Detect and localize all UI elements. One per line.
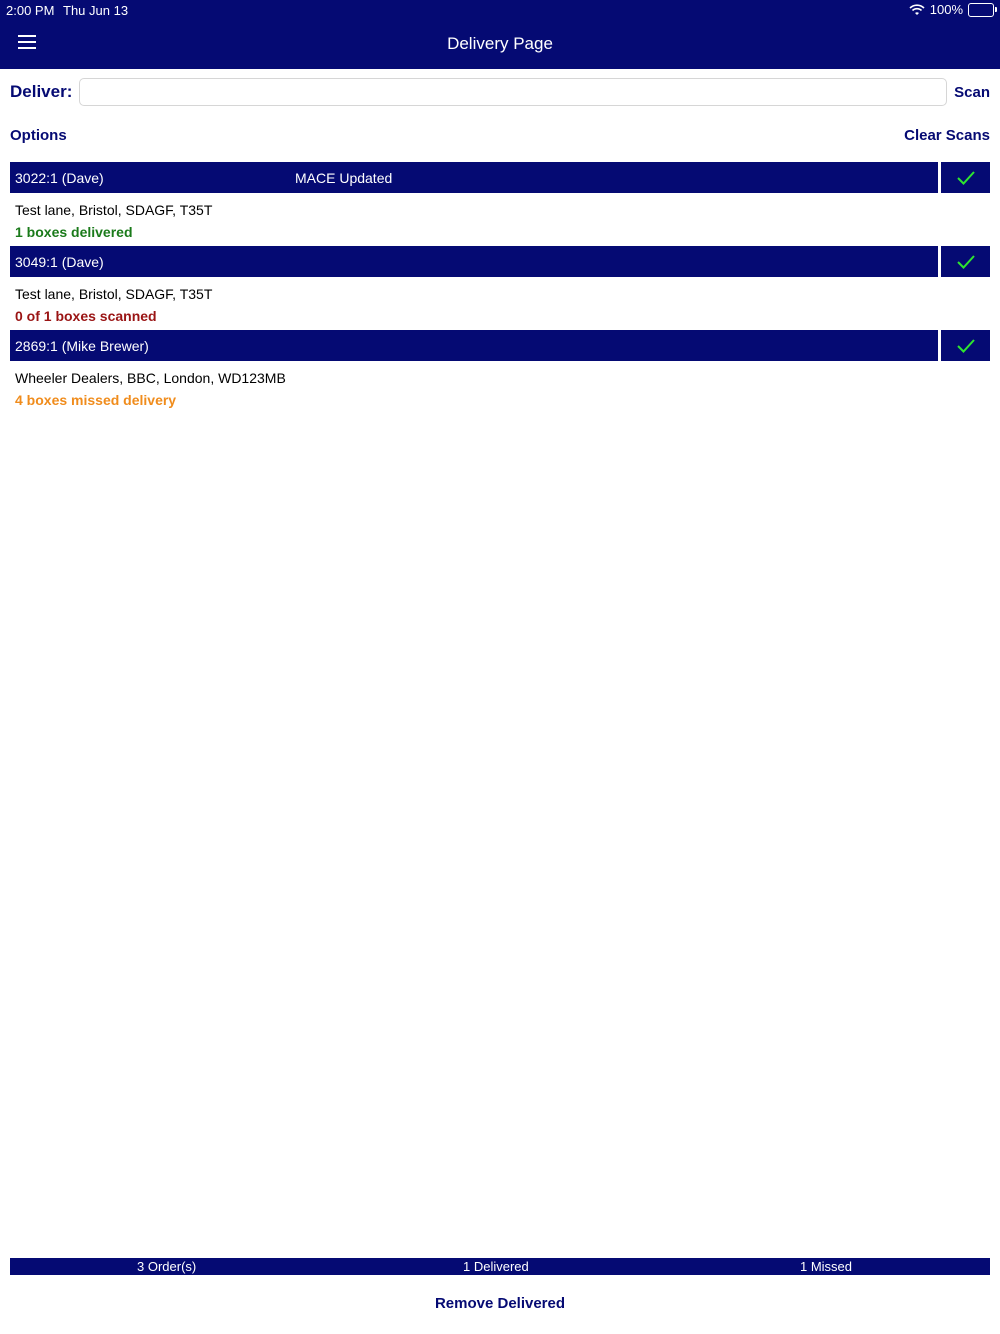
- order-header: [10, 162, 990, 193]
- order-header: [10, 330, 990, 361]
- order-box-count: 1 boxes delivered: [15, 224, 133, 240]
- order-address: Test lane, Bristol, SDAGF, T35T: [15, 286, 213, 302]
- checkmark-icon: [956, 254, 976, 270]
- options-button[interactable]: Options: [10, 127, 67, 144]
- status-right: [909, 2, 994, 17]
- status-bar: [0, 0, 1000, 20]
- checkmark-icon: [956, 338, 976, 354]
- status-date: Thu Jun 13: [63, 3, 129, 18]
- check-button[interactable]: [941, 330, 990, 361]
- wifi-icon: [909, 4, 925, 16]
- order-list: [10, 162, 990, 414]
- order-header-bar[interactable]: [10, 246, 938, 277]
- order-item: [10, 246, 990, 330]
- order-status: MACE Updated: [295, 170, 393, 186]
- order-header: [10, 246, 990, 277]
- order-address: Test lane, Bristol, SDAGF, T35T: [15, 202, 213, 218]
- check-button[interactable]: [941, 246, 990, 277]
- checkmark-icon: [956, 170, 976, 186]
- clear-scans-button[interactable]: Clear Scans: [904, 127, 990, 144]
- scan-button[interactable]: Scan: [954, 84, 990, 101]
- status-time: 2:00 PM: [6, 3, 55, 18]
- page-title: Delivery Page: [447, 34, 553, 53]
- deliver-label: Deliver:: [10, 82, 73, 101]
- order-header-bar[interactable]: [10, 162, 938, 193]
- battery-percent: 100%: [929, 2, 963, 17]
- order-address: Wheeler Dealers, BBC, London, WD123MB: [15, 370, 286, 386]
- summary-bar: [10, 1258, 990, 1275]
- order-id: 3049:1 (Dave): [15, 254, 104, 270]
- order-id: 2869:1 (Mike Brewer): [15, 338, 149, 354]
- missed-count: 1 Missed: [800, 1259, 853, 1274]
- order-box-count: 0 of 1 boxes scanned: [15, 308, 157, 324]
- delivered-count: 1 Delivered: [463, 1259, 529, 1274]
- battery-icon: [968, 3, 994, 17]
- remove-delivered-button[interactable]: Remove Delivered: [434, 1295, 566, 1312]
- orders-count: 3 Order(s): [137, 1259, 197, 1274]
- nav-bar: [0, 20, 1000, 69]
- order-item: [10, 162, 990, 246]
- order-id: 3022:1 (Dave): [15, 170, 104, 186]
- order-box-count: 4 boxes missed delivery: [15, 392, 177, 408]
- deliver-row: [10, 78, 990, 108]
- order-item: [10, 330, 990, 414]
- check-button[interactable]: [941, 162, 990, 193]
- deliver-input[interactable]: [79, 78, 947, 106]
- order-header-bar[interactable]: [10, 330, 938, 361]
